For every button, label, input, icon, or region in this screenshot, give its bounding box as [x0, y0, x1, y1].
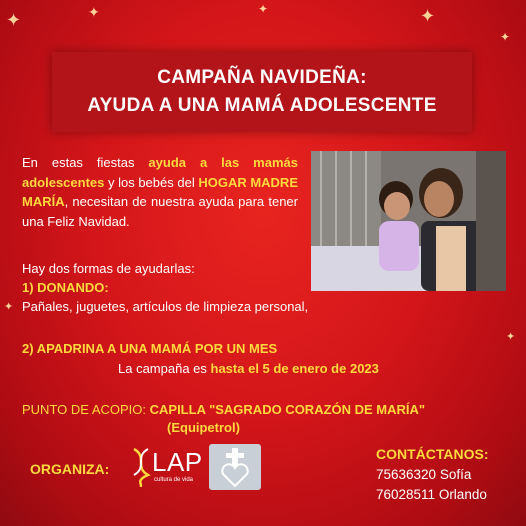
title-banner: [52, 52, 472, 132]
sponsor-label: 2) APADRINA A UNA MAMÁ POR UN MES: [22, 341, 278, 356]
deadline-line: [118, 360, 498, 378]
sparkle-icon: ✦: [500, 30, 511, 44]
intro-text: , necesitan de nuestra ayuda para tener una Feliz Navidad.: [22, 194, 298, 229]
intro-highlight: HOGAR MADRE MARÍA: [22, 174, 298, 209]
sparkle-icon: ✦: [420, 6, 436, 26]
lap-logo: [130, 447, 203, 487]
contact-heading: CONTÁCTANOS:: [376, 446, 489, 462]
intro-highlight: ayuda a las mamás adolescentes: [22, 155, 298, 190]
deadline-text: La campaña es: [118, 361, 211, 376]
lap-logo-tagline: cultura de vida: [154, 477, 194, 483]
collection-place: CAPILLA "SAGRADO CORAZÓN DE MARÍA": [149, 402, 426, 417]
dna-icon: [130, 447, 152, 487]
donate-label: 1) DONANDO:: [22, 280, 109, 295]
title-line-2: AYUDA A UNA MAMÁ ADOLESCENTE: [87, 95, 437, 116]
collection-label: PUNTO DE ACOPIO:: [22, 402, 150, 417]
organizer-label: ORGANIZA:: [30, 461, 110, 477]
collection-point: [22, 401, 512, 419]
sparkle-icon: ✦: [506, 331, 516, 343]
intro-paragraph: [22, 153, 298, 231]
title-line-1: CAMPAÑA NAVIDEÑA:: [157, 67, 367, 88]
intro-text: y los bebés del: [104, 174, 199, 190]
collection-area: (Equipetrol): [167, 420, 240, 435]
lap-logo-text: LAP: [152, 447, 203, 477]
cross-heart-icon: [209, 444, 261, 490]
intro-text: En estas fiestas: [22, 155, 149, 170]
contact-phone-1: 75636320 Sofía: [376, 467, 472, 482]
chapel-logo: [209, 444, 261, 490]
deadline-date: hasta el 5 de enero de 2023: [210, 361, 379, 376]
donate-items: Pañales, juguetes, artículos de limpieza personal,: [22, 299, 309, 314]
sparkle-icon: ✦: [258, 2, 269, 16]
sparkle-icon: ✦: [4, 301, 14, 313]
sparkle-icon: ✦: [6, 10, 22, 30]
contact-phone-2: 76028511 Orlando: [376, 487, 487, 502]
sparkle-icon: ✦: [88, 4, 100, 20]
help-heading: Hay dos formas de ayudarlas:: [22, 261, 195, 276]
